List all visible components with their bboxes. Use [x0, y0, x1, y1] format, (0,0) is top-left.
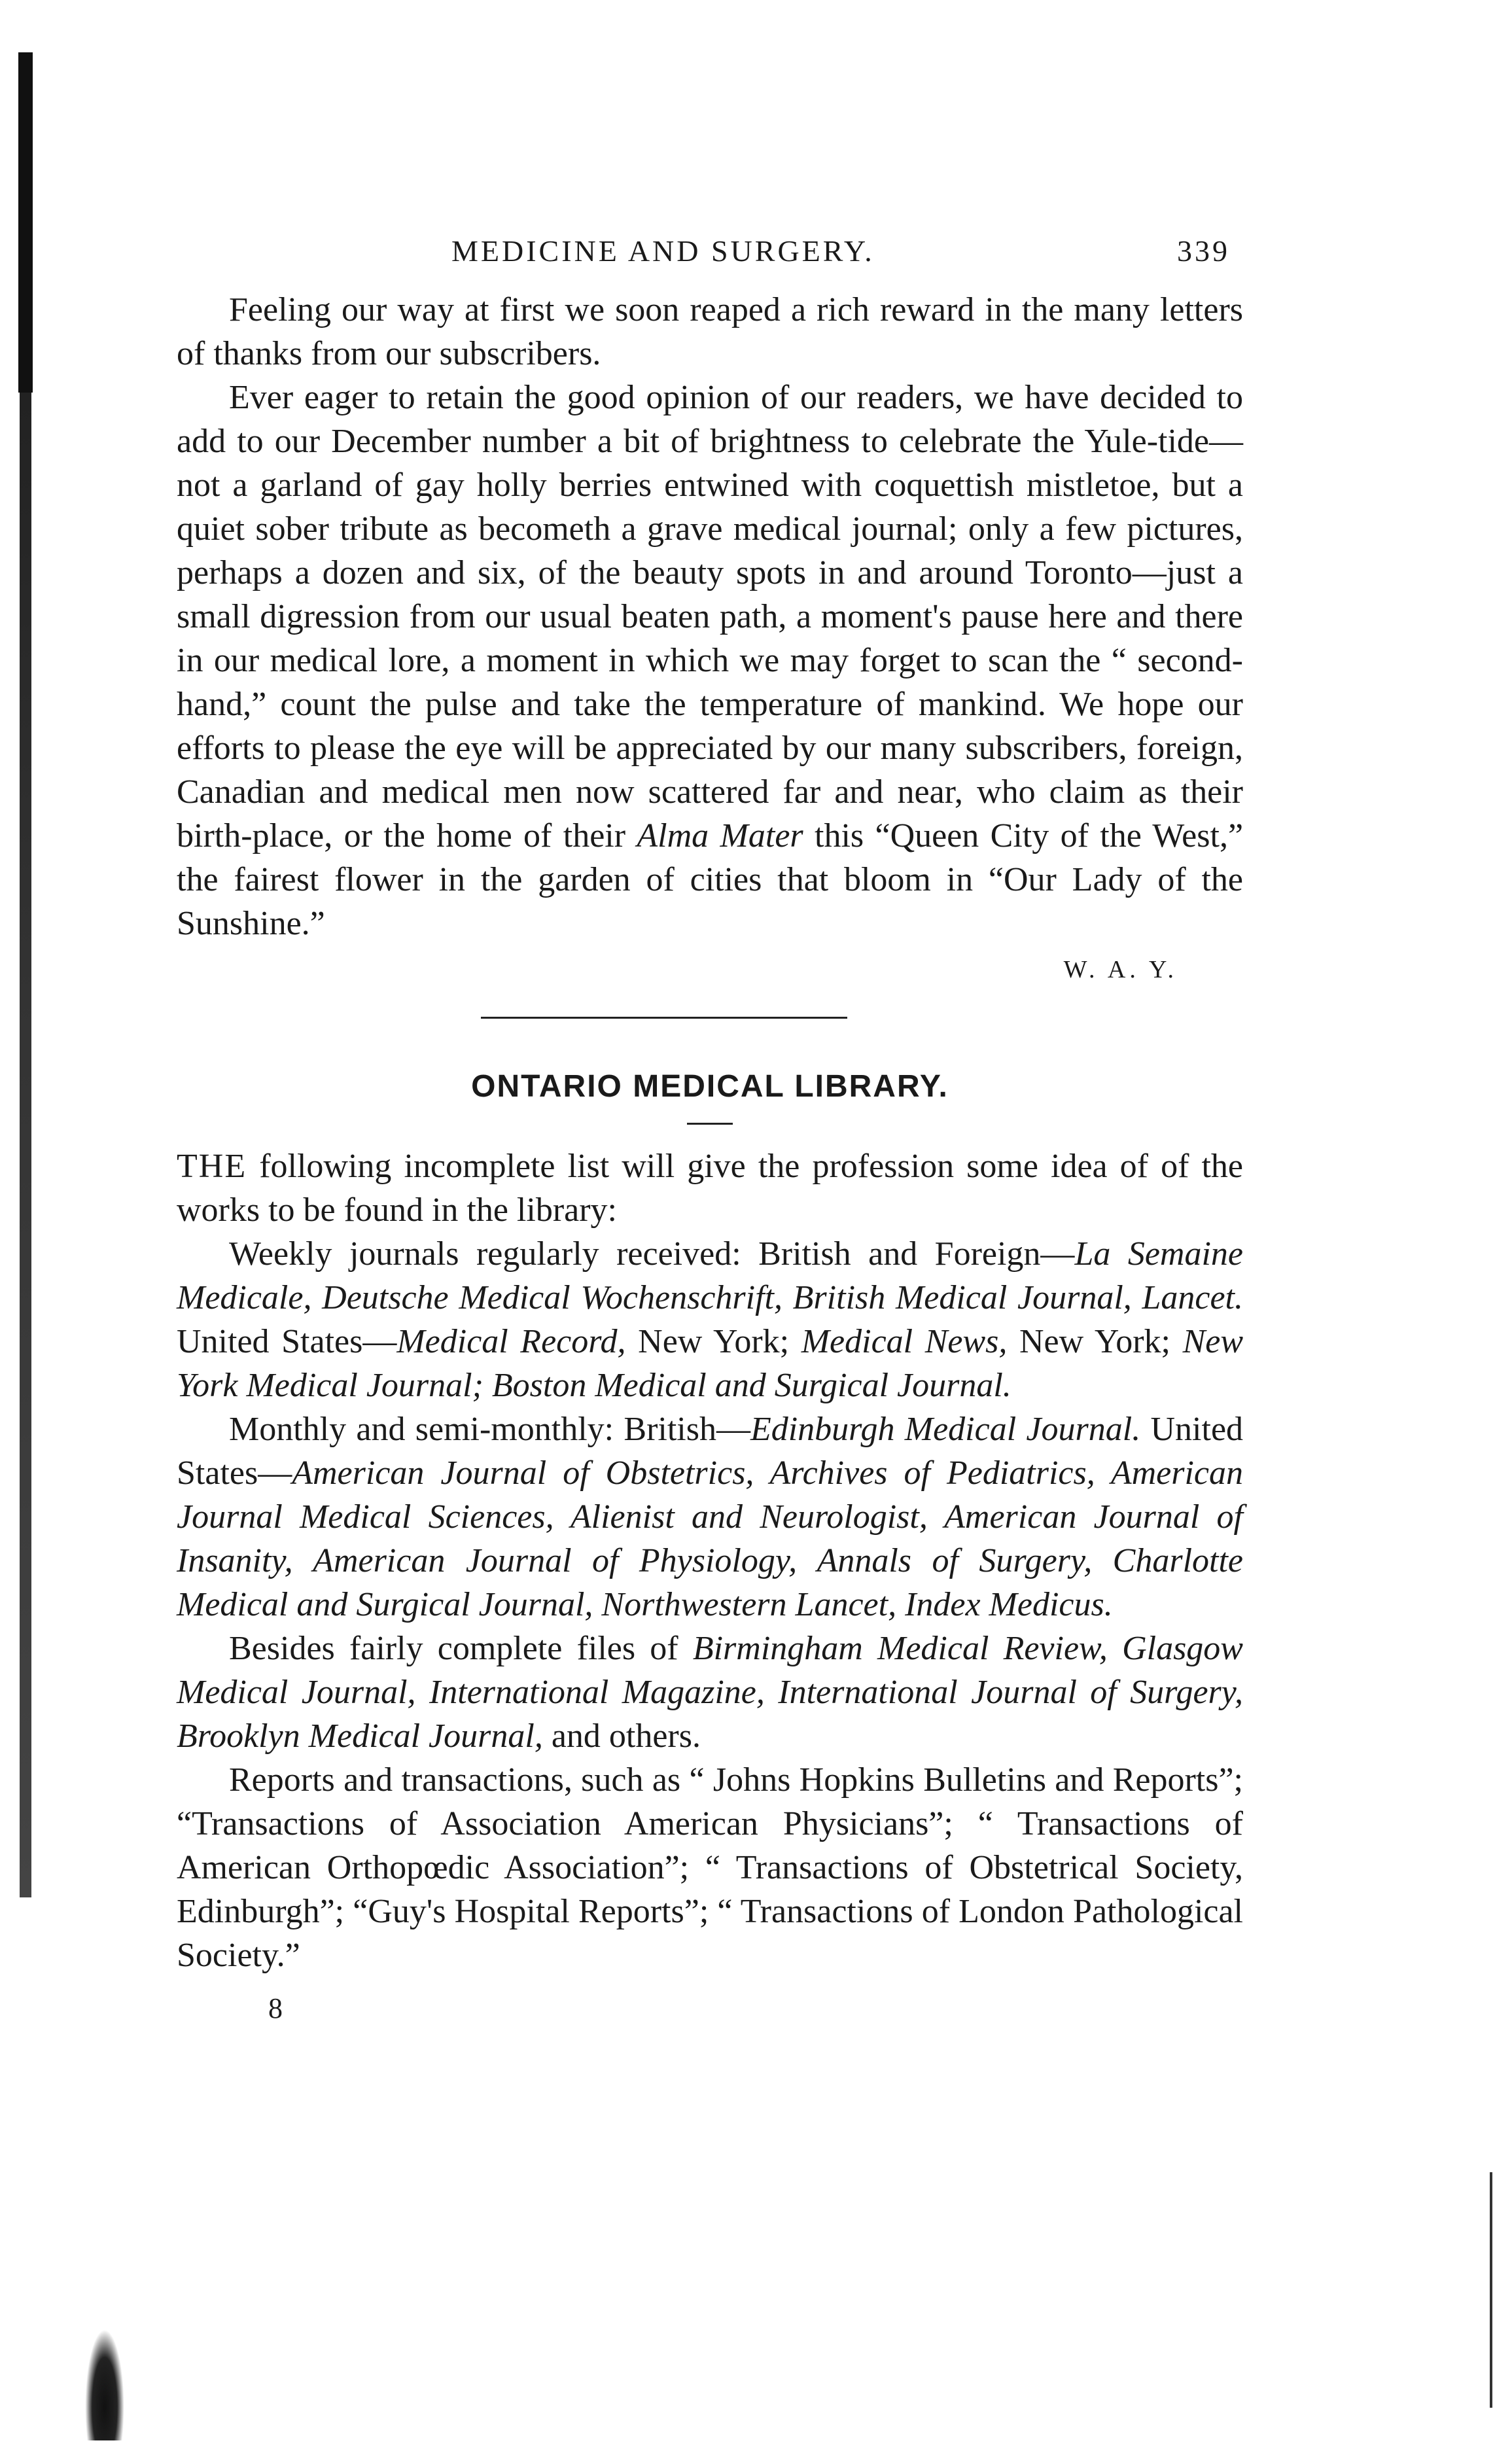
- page-content: [177, 229, 1243, 2030]
- alma-mater-italic: Alma Mater: [637, 817, 803, 854]
- scan-edge-bar-lower: [20, 393, 31, 1897]
- monthly-journals-paragraph: Monthly and semi-monthly: British—Edinburgh Medical Journal. United States—American Journal of Obstetrics, Archives of Pediatrics, American Journal Medical Sciences, Alienist and Neurologist, American Journal of Insanity, American Journal of Physiology, Annals of Surgery, Charlotte Medical and Surgical Journal, Northwestern Lancet, Index Medicus.: [177, 1411, 1244, 1623]
- intro-paragraph-1: Feeling our way at first we soon reaped a rich reward in the many letters of thanks from our subscribers.: [177, 291, 1243, 372]
- intro-paragraph-2: Ever eager to retain the good opinion of our readers, we have decided to add to our December number a bit of brightness to celebrate the Yule-tide—not a garland of gay holly berries entwined with coquettish mistletoe, but a quiet sober tribute as becometh a grave medical journal; only a few pictures, perhaps a dozen and six, of the beauty spots in and around Toronto—just a small digression from our usual beaten path, a moment's pause here and there in our medical lore, a moment in which we may forget to scan the “ second-hand,” count the pulse and take the temperature of mankind. We hope our efforts to please the eye will be appreciated by our many subscribers, foreign, Canadian and medical men now scattered far and near, who claim as their birth-place, or the home of their Alma Mater this “Queen City of the West,” the fairest flower in the garden of cities that bloom in “Our Lady of the Sunshine.”: [177, 379, 1244, 942]
- running-header: [177, 229, 1243, 288]
- signature-mark: 8: [268, 1992, 283, 2024]
- weekly-journals-paragraph: Weekly journals regularly received: British and Foreign—La Semaine Medicale, Deutsche Medical Wochenschrift, British Medical Journal, Lancet. United States—Medical Record, New York; Medical News, New York; New York Medical Journal; Boston Medical and Surgical Journal.: [177, 1235, 1244, 1404]
- library-lead-paragraph: THE following incomplete list will give the profession some idea of of the works to be found in the library:: [177, 1148, 1244, 1229]
- title-underline: [687, 1123, 733, 1125]
- author-signature: W. A. Y.: [1063, 956, 1178, 983]
- scan-edge-bar: [18, 52, 33, 393]
- besides-paragraph: Besides fairly complete files of Birmingham Medical Review, Glasgow Medical Journal, International Magazine, International Journal of Surgery, Brooklyn Medical Journal, and others.: [177, 1630, 1243, 1755]
- running-title: MEDICINE AND SURGERY.: [451, 234, 875, 268]
- reports-paragraph: Reports and transactions, such as “ Johns Hopkins Bulletins and Reports”; “Transactions of Association American Physicians”; “ Transactions of American Orthopœdic Association”; “ Transactions of Obstetrical Society, Edinburgh”; “Guy's Hospital Reports”; “ Transactions of London Pathological Society.”: [177, 1761, 1243, 1974]
- section-divider: [481, 1017, 847, 1019]
- section-title: ONTARIO MEDICAL LIBRARY.: [471, 1069, 949, 1104]
- scan-edge-mark: [1490, 2172, 1492, 2408]
- ink-blot: [85, 2329, 124, 2440]
- page-number: 339: [1177, 234, 1230, 268]
